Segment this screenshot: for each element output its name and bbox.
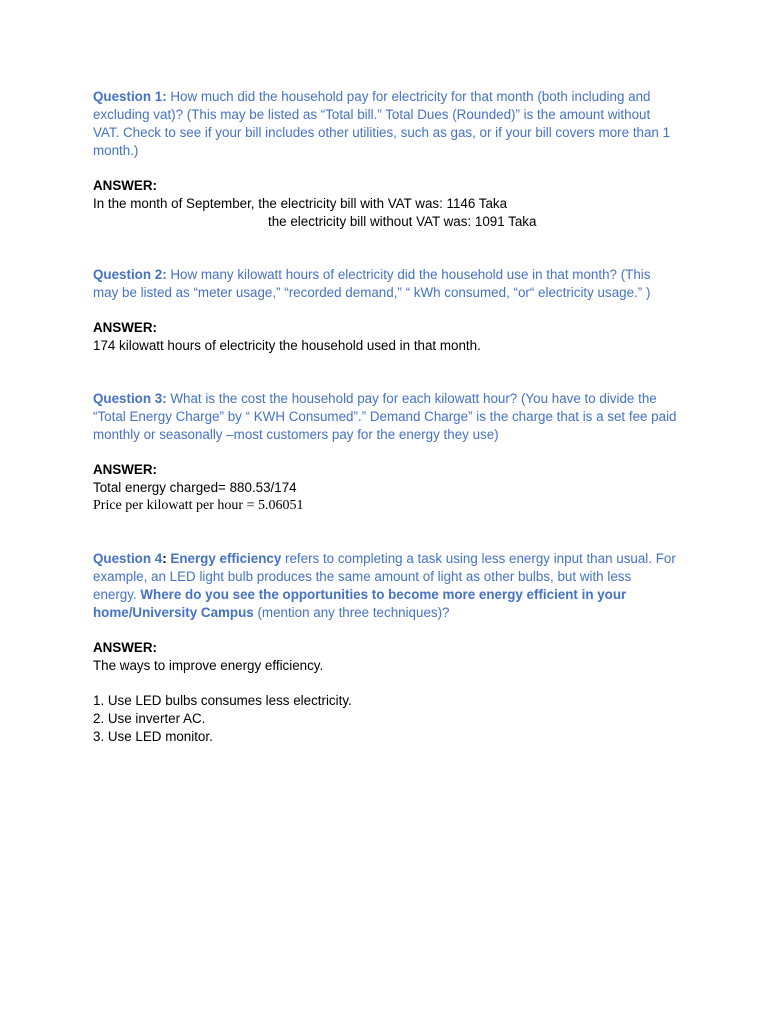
question-3-label: Question 3: bbox=[93, 391, 167, 406]
question-4-text-1: refers to completing a task using less energy input than usual. For example, an LED light bulb produces the same amount of light as other bulbs, but with less energy. bbox=[93, 551, 676, 602]
answer-1-line-1: In the month of September, the electricity bill with VAT was: 1146 Taka bbox=[93, 196, 508, 211]
question-4-term: Energy efficiency bbox=[166, 551, 282, 566]
list-item: 2. Use inverter AC. bbox=[93, 711, 206, 726]
question-2-text: How many kilowatt hours of electricity did the household use in that month? (This may be listed as “meter usage,” “recorded demand,” “ kWh consumed, “or“ electricity usage.” ) bbox=[93, 267, 651, 300]
answer-4-label: ANSWER: bbox=[93, 640, 157, 655]
answer-3-label: ANSWER: bbox=[93, 462, 157, 477]
question-4-emphasis: Where do you see the opportunities to become more energy efficient in your home/University Campus bbox=[93, 587, 627, 620]
question-3-text: What is the cost the household pay for each kilowatt hour? (You have to divide the “Total Energy Charge” by “ KWH Consumed”.” Demand Charge” is the charge that is a set fee paid monthly or seasonally –most customers pay for the energy they use) bbox=[93, 391, 677, 442]
list-item: 3. Use LED monitor. bbox=[93, 729, 213, 744]
question-3 bbox=[93, 390, 678, 444]
question-1 bbox=[93, 88, 678, 160]
answer-3-line-2: Price per kilowatt per hour = 5.06051 bbox=[93, 498, 304, 513]
answer-2-line-1: 174 kilowatt hours of electricity the household used in that month. bbox=[93, 338, 481, 353]
question-4-label: Question 4 bbox=[93, 551, 163, 566]
question-1-label: Question 1: bbox=[93, 89, 167, 104]
answer-4-intro: The ways to improve energy efficiency. bbox=[93, 658, 324, 673]
answer-2-label: ANSWER: bbox=[93, 320, 157, 335]
answer-1-label: ANSWER: bbox=[93, 178, 157, 193]
question-2-label: Question 2: bbox=[93, 267, 167, 282]
question-1-text: How much did the household pay for electricity for that month (both including and excluding vat)? (This may be listed as “Total bill.” Total Dues (Rounded)” is the amount without VAT. Check to see if your bill includes other utilities, such as gas, or if your bill covers more than 1 month.) bbox=[93, 89, 671, 158]
list-item: 1. Use LED bulbs consumes less electricity. bbox=[93, 693, 352, 708]
answer-4-list bbox=[93, 692, 678, 746]
document-page bbox=[93, 88, 678, 746]
answer-3-line-1: Total energy charged= 880.53/174 bbox=[93, 480, 297, 495]
answer-1-line-2: the electricity bill without VAT was: 1091 Taka bbox=[268, 214, 537, 229]
question-4-colon: : bbox=[162, 551, 167, 566]
question-4 bbox=[93, 550, 678, 622]
question-2 bbox=[93, 266, 678, 302]
question-4-text-2: (mention any three techniques)? bbox=[253, 605, 450, 620]
